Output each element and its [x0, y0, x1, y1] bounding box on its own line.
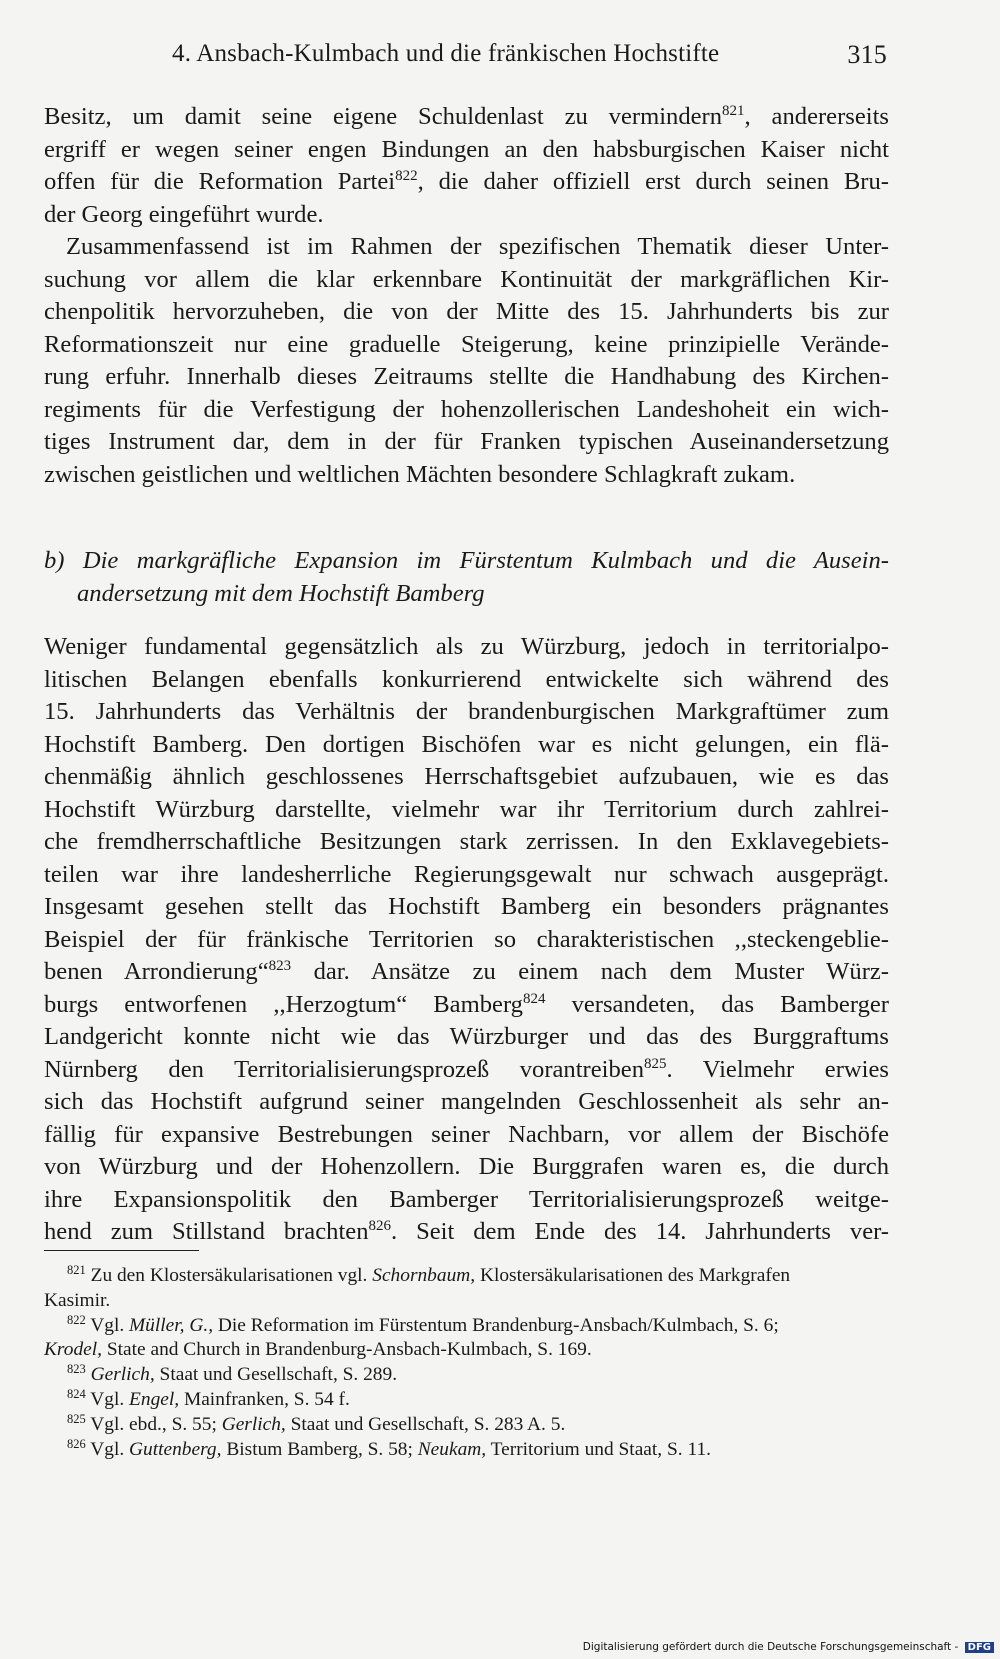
section-subheading — [44, 545, 889, 610]
text-line: benen Arrondierung“$^{823}$ dar. Ansätze zu einem nach dem Muster Würz- — [44, 958, 889, 985]
running-head — [44, 40, 889, 76]
text-line: ihre Expansionspolitik den Bamberger Territorialisierungsprozeß weitge- — [44, 1185, 889, 1213]
footnote-824: $^{824}$ Vgl. Engel, Mainfranken, S. 54 f. — [67, 1386, 350, 1410]
text-line: Weniger fundamental gegensätzlich als zu Würzburg, jedoch in territorialpo- — [44, 633, 889, 660]
page-number: 315 — [847, 40, 887, 69]
text-line: che fremdherrschaftliche Besitzungen stark zerrissen. In den Exklavegebiets- — [44, 828, 889, 855]
footnote-ref[interactable]: 824 — [522, 990, 546, 1007]
subheading-line: andersetzung mit dem Hochstift Bamberg — [77, 579, 485, 607]
subheading-line: b) Die markgräfliche Expansion im Fürstentum Kulmbach und die Ausein- — [44, 547, 889, 574]
text-line: chenpolitik hervorzuheben, die von der Mitte des 15. Jahrhunderts bis zur — [44, 298, 889, 325]
text-line: 15. Jahrhunderts das Verhältnis der brandenburgischen Markgraftümer zum — [44, 698, 889, 725]
text-line: Landgericht konnte nicht wie das Würzburger und das des Burggraftums — [44, 1023, 889, 1050]
footnote-822-cont: Krodel, State and Church in Brandenburg-Ansbach-Kulmbach, S. 169. — [44, 1339, 592, 1361]
footnote-ref[interactable]: 822 — [395, 168, 418, 184]
running-head-title: 4. Ansbach-Kulmbach und die fränkischen Hochstifte — [172, 40, 720, 67]
footnote-822: $^{822}$ Vgl. Müller, G., Die Reformation im Fürstentum Brandenburg-Ansbach/Kulmbach, S. 6; — [67, 1312, 779, 1336]
footnote-divider — [44, 1250, 199, 1251]
footnote-823: $^{823}$ Gerlich, Staat und Gesellschaft, S. 289. — [67, 1362, 398, 1386]
footnote-ref[interactable]: 825 — [644, 1055, 667, 1072]
footnote-821-cont: Kasimir. — [44, 1289, 111, 1311]
footnote-826: $^{826}$ Vgl. Guttenberg, Bistum Bamberg, S. 58; Neukam, Territorium und Staat, S. 11. — [67, 1436, 711, 1460]
text-line: offen für die Reformation Partei$^{822}$, die daher offiziell erst durch seinen Bru- — [44, 168, 889, 195]
text-line: Zusammenfassend ist im Rahmen der spezifischen Thematik dieser Unter- — [66, 233, 889, 260]
text-line: Hochstift Würzburg darstellte, vielmehr war ihr Territorium durch zahlrei- — [44, 795, 889, 823]
text-line: litischen Belangen ebenfalls konkurrierend entwickelte sich während des — [44, 665, 889, 693]
text-line: fällig für expansive Bestrebungen seiner Nachbarn, vor allem der Bischöfe — [44, 1120, 889, 1148]
text-line: suchung vor allem die klar erkennbare Kontinuität der markgräflichen Kir- — [44, 265, 889, 293]
footnote-ref[interactable]: 823 — [268, 958, 292, 974]
text-line: hend zum Stillstand brachten$^{826}$. Seit dem Ende des 14. Jahrhunderts ver- — [44, 1218, 890, 1245]
text-line: Beispiel der für fränkische Territorien so charakteristischen ,,steckengeblie- — [44, 925, 889, 953]
text-line: ergriff er wegen seiner engen Bindungen an den habsburgischen Kaiser nicht — [44, 135, 889, 163]
dfg-logo: DFG — [965, 1642, 994, 1653]
footnotes — [44, 1264, 889, 1462]
text-line: rung erfuhr. Innerhalb dieses Zeitraums stellte die Handhabung des Kirchen- — [44, 363, 889, 390]
footnote-825: $^{825}$ Vgl. ebd., S. 55; Gerlich, Staat und Gesellschaft, S. 283 A. 5. — [67, 1411, 566, 1435]
text-line: der Georg eingeführt wurde. — [44, 200, 324, 228]
body-text-main — [44, 631, 889, 1249]
text-line: burgs entworfenen ,,Herzogtum“ Bamberg$^{824}$ versandeten, das Bamberger — [44, 990, 889, 1018]
text-line: von Würzburg und der Hohenzollern. Die Burggrafen waren es, die durch — [44, 1153, 889, 1180]
footnote-ref[interactable]: 821 — [722, 103, 745, 119]
body-text-top — [44, 101, 889, 491]
text-line: tiges Instrument dar, dem in der für Franken typischen Auseinandersetzung — [44, 428, 889, 455]
text-line: chenmäßig ähnlich geschlossenes Herrschaftsgebiet aufzubauen, wie es das — [44, 763, 889, 790]
credit-text: Digitalisierung gefördert durch die Deutsche Forschungsgemeinschaft - — [582, 1641, 959, 1653]
digitization-credit — [583, 1641, 994, 1653]
text-line: Nürnberg den Territorialisierungsprozeß vorantreiben$^{825}$. Vielmehr erwies — [44, 1055, 889, 1083]
text-line: sich das Hochstift aufgrund seiner mangelnden Geschlossenheit als sehr an- — [44, 1088, 889, 1115]
text-line: Reformationszeit nur eine graduelle Steigerung, keine prinzipielle Verände- — [44, 330, 889, 358]
text-line: Besitz, um damit seine eigene Schuldenlast zu vermindern$^{821}$, andererseits — [44, 103, 889, 130]
text-line: Hochstift Bamberg. Den dortigen Bischöfen war es nicht gelungen, ein flä- — [44, 730, 889, 758]
text-line: regiments für die Verfestigung der hohenzollerischen Landeshoheit ein wich- — [44, 395, 889, 423]
text-line: zwischen geistlichen und weltlichen Mächten besondere Schlagkraft zukam. — [44, 460, 796, 488]
footnote-821: $^{821}$ Zu den Klostersäkularisationen vgl. Schornbaum, Klostersäkularisationen des Markgrafen — [67, 1263, 791, 1286]
text-line: teilen war ihre landesherrliche Regierungsgewalt nur schwach ausgeprägt. — [44, 860, 889, 888]
text-line: Insgesamt gesehen stellt das Hochstift Bamberg ein besonders prägnantes — [44, 893, 889, 920]
footnote-ref[interactable]: 826 — [368, 1218, 391, 1234]
